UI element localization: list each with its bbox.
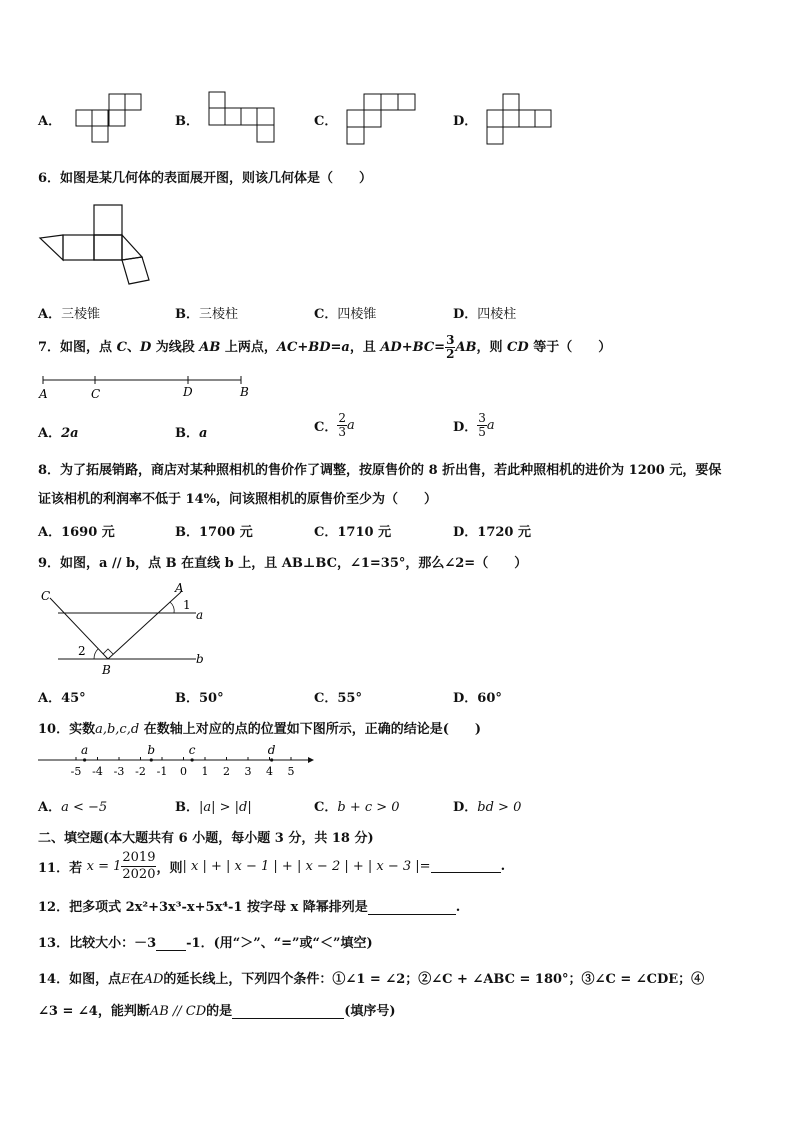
q14-line1: 14．如图，点E在AD的延长线上，下列四个条件：①∠1 = ∠2；②∠C + ∠ABC = 180°；③∠C = ∠CDE；④: [38, 972, 705, 987]
q13-answer-blank[interactable]: [156, 938, 186, 951]
q5-net-a: [76, 94, 142, 144]
q8-option-d[interactable]: D．1720 元: [453, 525, 531, 540]
q5-net-d: [487, 94, 555, 146]
q6-option-c[interactable]: C．四棱锥: [314, 307, 377, 322]
q10-number-line: [38, 740, 314, 780]
q7-segment-figure: [38, 372, 258, 402]
q6-option-b[interactable]: B．三棱柱: [175, 307, 239, 322]
q10-tick-label: -2: [135, 765, 146, 778]
q10-point-a: [83, 758, 86, 761]
q10-tick-label: -5: [70, 765, 82, 778]
q6-net-figure: [38, 200, 148, 290]
q10-point-d: [270, 758, 273, 761]
q8-stem-line1: 8．为了拓展销路，商店对某种照相机的售价作了调整，按原售价的 8 折出售，若此种照相机的进价为 1200 元，要保: [38, 463, 722, 478]
q9-option-d[interactable]: D．60°: [453, 691, 502, 706]
q7-fraction: $\frac{3}{2}$: [446, 333, 455, 361]
q8-option-b[interactable]: B．1700 元: [175, 525, 253, 540]
q5-net-c: [347, 94, 417, 146]
q10-option-a[interactable]: A．a < −5: [38, 800, 108, 815]
q10-tick-label: 1: [201, 765, 209, 778]
q5-option-d-label: D．: [453, 114, 478, 129]
q10-option-c[interactable]: C．b + c > 0: [314, 800, 400, 815]
q10-point-label-d: d: [267, 743, 276, 757]
q9-option-c[interactable]: C．55°: [314, 691, 362, 706]
q10-point-label-b: b: [147, 743, 156, 757]
q10-tick-label: 0: [180, 765, 187, 778]
q9-label-c: C: [41, 589, 51, 603]
q9-label-line-b: b: [196, 652, 204, 666]
q9-parallel-lines-figure: [38, 580, 218, 680]
q10-tick-label: -3: [113, 765, 125, 778]
q12: 12．把多项式 2x²+3x³-x+5x⁴-1 按字母 x 降幂排列是 .: [38, 900, 461, 915]
q8-stem-line2: 证该相机的利润率不低于 14%，问该照相机的原售价至少为（ ）: [38, 492, 437, 507]
q7-stem: 7．如图，点 C、D 为线段 AB 上两点，AC+BD=a，且 AD+BC= $\frac{3}{2}$ AB，则 CD 等于（ ）: [38, 333, 612, 361]
q10-tick-label: -1: [156, 765, 168, 778]
q11: 11．若 x = 1 $\frac{2019}{2020}$ ，则| x | + | x − 1 | + | x − 2 | + | x − 3 |= .: [38, 850, 506, 882]
q9-label-angle2: 2: [78, 644, 86, 658]
q8-option-a[interactable]: A．1690 元: [38, 525, 115, 540]
q10-tick-label: 4: [266, 765, 273, 778]
q5-option-b-label: B．: [175, 114, 199, 129]
q10-option-d[interactable]: D．bd > 0: [453, 800, 522, 815]
q10-tick-label: -4: [92, 765, 103, 778]
q9-option-b[interactable]: B．50°: [175, 691, 224, 706]
q5-option-a-label: A．: [38, 114, 62, 129]
q10-tick-label: 3: [244, 765, 252, 778]
q14-answer-blank[interactable]: [232, 1006, 344, 1019]
q7-point-d: D: [183, 385, 193, 399]
q10-tick-label: 2: [223, 765, 230, 778]
q10-point-label-a: a: [81, 743, 89, 757]
q10-option-b[interactable]: B．|a| > |d|: [175, 800, 252, 815]
q12-answer-blank[interactable]: [368, 902, 456, 915]
q7-option-a[interactable]: A．2a: [38, 426, 79, 441]
q7-point-a: A: [39, 387, 48, 401]
q7-point-b: B: [240, 385, 249, 399]
q5-option-c-label: C．: [314, 114, 338, 129]
q6-stem: 6．如图是某几何体的表面展开图，则该几何体是（ ）: [38, 171, 373, 186]
q10-stem: 10．实数a,b,c,d 在数轴上对应的点的位置如下图所示，正确的结论是( ): [38, 722, 481, 737]
q14-line2: ∠3 = ∠4，能判断AB // CD的是 (填序号): [38, 1004, 396, 1019]
q13: 13．比较大小：－3 -1．(用“＞”、“=”或“＜”填空): [38, 936, 373, 951]
q9-label-a-point: A: [175, 581, 184, 595]
q10-point-c: [191, 758, 194, 761]
q11-answer-blank[interactable]: [431, 860, 501, 873]
q5-net-b: [209, 92, 277, 144]
q8-option-c[interactable]: C．1710 元: [314, 525, 392, 540]
q9-option-a[interactable]: A．45°: [38, 691, 86, 706]
q9-label-line-a: a: [196, 608, 204, 622]
q10-point-b: [150, 758, 153, 761]
q7-option-c[interactable]: C． $\frac{2}{3}$ a: [314, 411, 355, 439]
q11-fraction: $\frac{2019}{2020}$: [122, 850, 156, 882]
section2-heading: 二、填空题(本大题共有 6 小题，每小题 3 分，共 18 分): [38, 831, 374, 846]
q9-stem: 9．如图，a // b，点 B 在直线 b 上，且 AB⊥BC，∠1=35°，那么∠2=（ ）: [38, 556, 528, 571]
q10-tick-label: 5: [287, 765, 295, 778]
q9-label-angle1: 1: [183, 598, 191, 612]
q7-option-d[interactable]: D． $\frac{3}{5}$ a: [453, 411, 495, 439]
q7-point-c: C: [91, 387, 101, 401]
q7-option-b[interactable]: B．a: [175, 426, 208, 441]
q10-point-label-c: c: [188, 743, 196, 757]
q6-option-d[interactable]: D．四棱柱: [453, 307, 517, 322]
q6-option-a[interactable]: A．三棱锥: [38, 307, 101, 322]
q9-label-b-point: B: [102, 663, 111, 677]
